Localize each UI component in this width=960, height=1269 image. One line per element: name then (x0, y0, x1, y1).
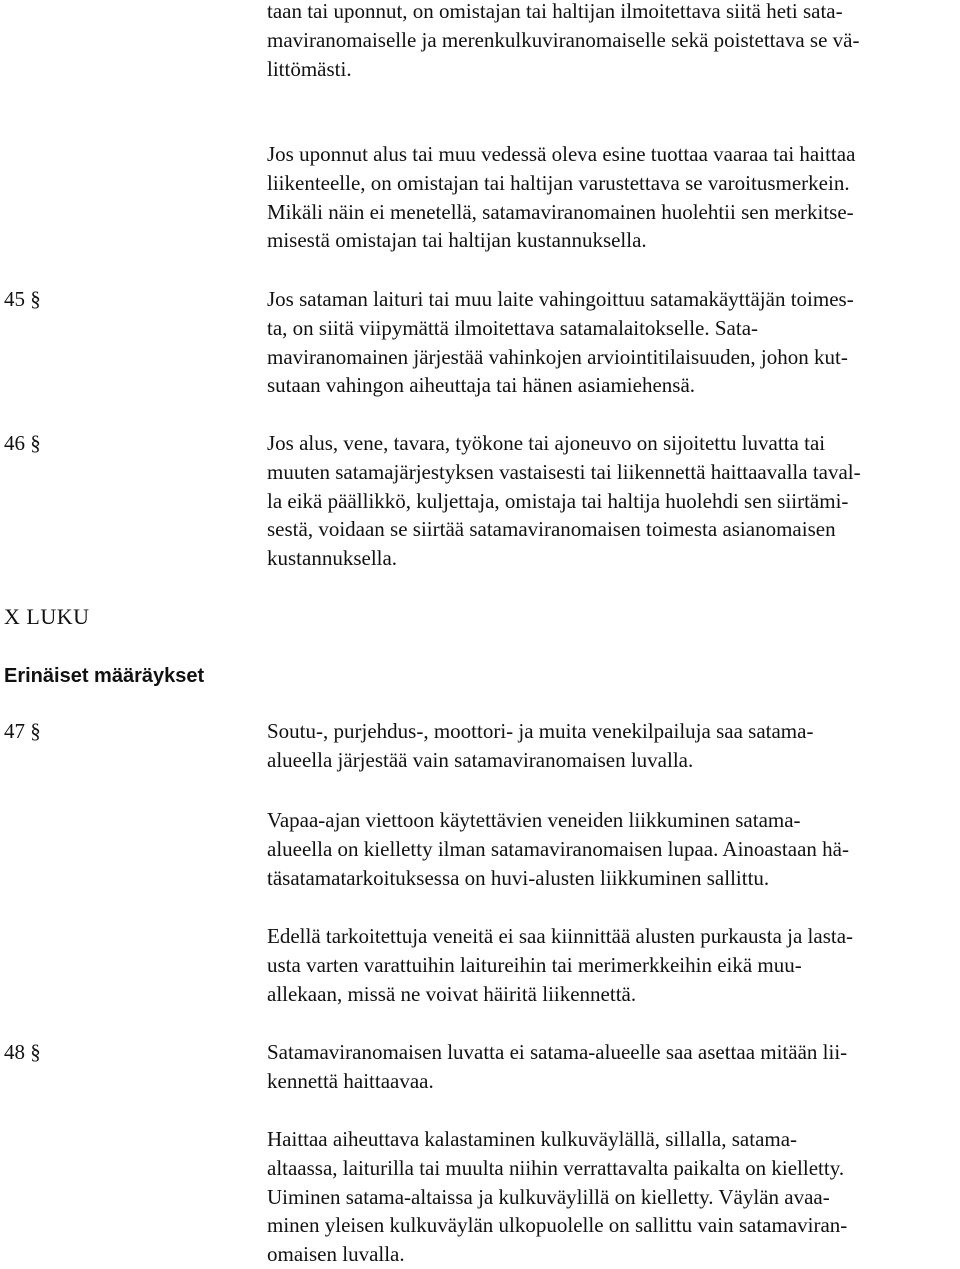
section-number: 45 § (4, 287, 41, 311)
text-line: ta, on siitä viipymättä ilmoitettava satamalaitokselle. Sata- (267, 315, 759, 340)
paragraph-continuation (267, 0, 957, 83)
text-line: Edellä tarkoitettuja veneitä ei saa kiinnittää alusten purkausta ja lasta- (267, 924, 854, 948)
section-text (267, 717, 957, 775)
text-line: Soutu-, purjehdus-, moottori- ja muita venekilpailuja saa satama- (267, 719, 814, 743)
text-line: allekaan, missä ne voivat häiritä liikennettä. (267, 981, 637, 1006)
section-text (267, 285, 957, 400)
section-number: 48 § (4, 1040, 41, 1064)
section-text (267, 1125, 957, 1269)
text-line: misestä omistajan tai haltijan kustannuksella. (267, 228, 647, 253)
text-line: omaisen luvalla. (267, 1242, 405, 1267)
text-line: muuten satamajärjestyksen vastaisesti tai liikennettä haittaavalla taval- (267, 459, 861, 484)
text-line: la eikä päällikkö, kuljettaja, omistaja tai haltija huolehdi sen siirtämi- (267, 488, 849, 513)
section-text (267, 429, 957, 573)
text-line: Jos alus, vene, tavara, työkone tai ajoneuvo on sijoitettu luvatta tai (267, 431, 826, 455)
section-text (267, 806, 957, 892)
text-line: usta varten varattuihin laitureihin tai merimerkkeihin eikä muu- (267, 952, 802, 977)
chapter-title: X LUKU (4, 604, 90, 629)
text-line: alueella on kielletty ilman satamaviranomaisen lupaa. Ainoastaan hä- (267, 836, 849, 861)
text-line: altaassa, laiturilla tai muulta niihin verrattavalta paikalta on kielletty. (267, 1155, 845, 1180)
text-line: littömästi. (267, 56, 352, 81)
section-text (267, 922, 957, 1008)
text-line: Jos uponnut alus tai muu vedessä oleva esine tuottaa vaaraa tai haittaa (267, 142, 856, 166)
text-line: Vapaa-ajan viettoon käytettävien veneiden liikkuminen satama- (267, 808, 801, 832)
text-line: taan tai uponnut, on omistajan tai haltijan ilmoitettava siitä heti sata- (267, 0, 843, 23)
text-line: liikenteelle, on omistajan tai haltijan varustettava se varoitusmerkein. (267, 170, 850, 195)
section-number: 46 § (4, 431, 41, 455)
chapter-heading: Erinäiset määräykset (4, 665, 205, 687)
section-number: 47 § (4, 719, 41, 743)
text-line: alueella järjestää vain satamaviranomaisen luvalla. (267, 747, 694, 772)
text-line: minen yleisen kulkuväylän ulkopuolelle on sallittu vain satamaviran- (267, 1213, 848, 1238)
text-line: sutaan vahingon aiheuttaja tai hänen asiamiehensä. (267, 373, 696, 398)
text-line: Uiminen satama-altaissa ja kulkuväylillä on kielletty. Väylän avaa- (267, 1184, 830, 1209)
section-text (267, 1038, 957, 1096)
text-line: Satamaviranomaisen luvatta ei satama-alueelle saa asettaa mitään lii- (267, 1040, 848, 1064)
text-line: maviranomainen järjestää vahinkojen arviointitilaisuuden, johon kut- (267, 344, 848, 369)
text-line: kustannuksella. (267, 546, 398, 571)
paragraph-sunken-vessel (267, 140, 957, 255)
text-line: Mikäli näin ei menetellä, satamaviranomainen huolehtii sen merkitse- (267, 199, 854, 224)
text-line: Jos sataman laituri tai muu laite vahingoittuu satamakäyttäjän toimes- (267, 287, 854, 311)
text-line: maviranomaiselle ja merenkulkuviranomaiselle sekä poistettava se vä- (267, 27, 860, 52)
text-line: täsatamatarkoituksessa on huvi-alusten liikkuminen sallittu. (267, 865, 770, 890)
text-line: Haittaa aiheuttava kalastaminen kulkuväylällä, sillalla, satama- (267, 1127, 798, 1151)
text-line: sestä, voidaan se siirtää satamaviranomaisen toimesta asianomaisen (267, 517, 836, 542)
text-line: kennettä haittaavaa. (267, 1068, 434, 1093)
